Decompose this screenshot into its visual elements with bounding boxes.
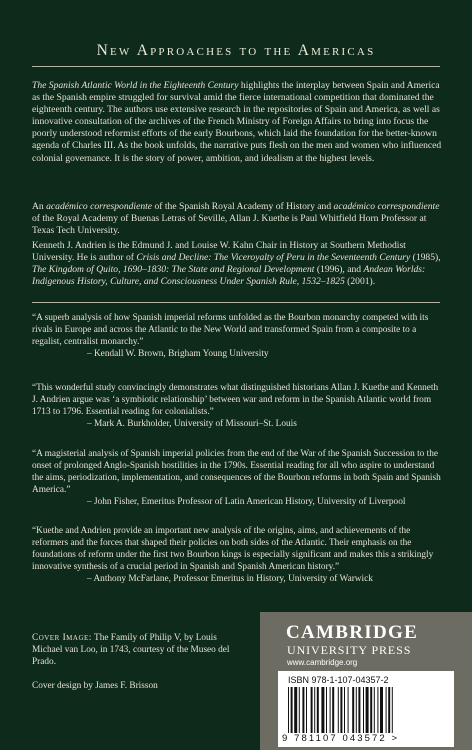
author-bio-andrien: Kenneth J. Andrien is the Edmund J. and Louise W. Kahn Chair in History at Southern Methodist University. He is author of Crisis and Decline: The Viceroyalty of Peru in the Seventeenth Century (1985), The Kingdom of Quito, 1690–1830: The State and Regional Development (1996), and Andean Worlds: Indigenous History, Culture, and Consciousness Under Spanish Rule, 1532–1825 (2001). xyxy=(32,240,441,288)
barcode-bar xyxy=(388,687,390,733)
barcode-bar xyxy=(314,687,315,733)
publisher-press: UNIVERSITY PRESS xyxy=(287,643,412,657)
barcode-bar xyxy=(363,687,364,733)
book-title: The Spanish Atlantic World in the Eighteenth Century xyxy=(32,80,239,91)
review-attribution: – Anthony McFarlane, Professor Emeritus in History, University of Warwick xyxy=(87,573,373,584)
review-quote xyxy=(32,526,444,586)
barcode-bar xyxy=(356,687,357,733)
title-rule xyxy=(32,66,440,67)
publisher-panel xyxy=(260,612,472,750)
barcode-bar xyxy=(294,687,297,733)
barcode-bar xyxy=(366,687,369,733)
review-text: “A superb analysis of how Spanish imperial reforms unfolded as the Bourbon monarchy competed with its rivals in Europe and across the Atlantic to the New World and transformed Spain from a composite to a regalist, centralist monarchy.” xyxy=(32,313,429,347)
review-text: “A magisterial analysis of Spanish imperial policies from the end of the War of the Spanish Succession to the onset of prolonged Anglo-Spanish hostilities in the 1790s. Essential reading for all who aspire to understand the aims, periodization, implementation, and consequences of the Bourbon reforms in both Spain and Spanish America.” xyxy=(32,449,441,495)
barcode-icon xyxy=(288,687,444,733)
review-text: “This wonderful study convincingly demonstrates what distinguished historians Allan J. Kuethe and Kenneth J. Andrien argue was ‘a symbiotic relationship’ between war and reform in the Spanish Atlantic world from 1713 to 1796. Essential reading for colonialists.” xyxy=(32,383,439,417)
barcode-bar xyxy=(321,687,324,733)
publisher-url: www.cambridge.org xyxy=(287,658,358,667)
barcode-bar xyxy=(291,687,293,733)
cover-image-credit: Cover Image: The Family of Philip V, by Louis Michael van Loo, in 1743, courtesy of the Museo del Prado. xyxy=(32,633,230,668)
barcode-bar xyxy=(306,687,307,733)
author-bio-kuethe: An académico correspondiente of the Spanish Royal Academy of History and académico correspondiente of the Royal Academy of Buenas Letras of Seville, Allan J. Kuethe is Paul Whitfield Horn Professor at Texas Tech University. xyxy=(32,201,440,237)
barcode-bar xyxy=(374,687,375,733)
barcode-bar xyxy=(326,687,327,733)
review-attribution: – Kendall W. Brown, Brigham Young University xyxy=(87,348,269,359)
barcode-bar xyxy=(299,687,300,733)
barcode-bar xyxy=(358,687,360,733)
barcode-bar xyxy=(352,687,354,733)
barcode-bar xyxy=(338,687,339,733)
review-attribution: – Mark A. Burkholder, University of Missouri–St. Louis xyxy=(87,418,297,429)
barcode-panel xyxy=(278,671,454,747)
barcode-bar xyxy=(288,687,289,733)
isbn-label: ISBN 978-1-107-04357-2 xyxy=(288,675,389,685)
barcode-bar xyxy=(330,687,331,733)
review-quote xyxy=(32,449,444,509)
series-title: New Approaches to the Americas xyxy=(96,42,376,59)
barcode-bar xyxy=(392,687,393,733)
barcode-bar xyxy=(380,687,383,733)
book-description: The Spanish Atlantic World in the Eighteenth Century highlights the interplay between Spain and America as the Spanish empire struggled for survival amid the fierce international competition that dominated the eighteenth century. The authors use extensive research in the repositories of Spain and America, as well as innovative consultation of the archives of the French Ministry of Foreign Affairs to bring into focus the poorly understood reformist efforts of the early Bourbons, which laid the foundation for the better-known agenda of Charles III. As the book unfolds, the narrative puts flesh on the men and women who influenced colonial governance. It is the story of power, ambition, and idealism at the highest levels. xyxy=(32,80,442,164)
section-rule xyxy=(32,302,440,303)
cover-design-credit: Cover design by James F. Brisson xyxy=(32,681,158,691)
review-quote xyxy=(32,383,444,431)
review-text: “Kuethe and Andrien provide an important new analysis of the origins, aims, and achievements of the reformers and the forces that shaped their policies on both sides of the Atlantic. Their emphasis on the foundations of reform under the first two Bourbon kings is especially significant and makes this a strikingly innovative synthesis of a crucial period in Spanish and Spanish American history.” xyxy=(32,526,434,572)
review-attribution: – John Fisher, Emeritus Professor of Latin American History, University of Liverpool xyxy=(87,496,406,507)
review-quote xyxy=(32,313,444,361)
barcode-bar xyxy=(370,687,372,733)
barcode-bar xyxy=(302,687,304,733)
barcode-bar xyxy=(311,687,313,733)
barcode-bar xyxy=(332,687,334,733)
barcode-bar xyxy=(386,687,387,733)
barcode-digits: 9 781107 043572 > xyxy=(282,733,400,744)
barcode-bar xyxy=(317,687,319,733)
publisher-logo: CAMBRIDGE xyxy=(286,622,419,643)
barcode-bar xyxy=(348,687,349,733)
barcode-bar xyxy=(340,687,342,733)
barcode-bar xyxy=(344,687,345,733)
barcode-bar xyxy=(377,687,378,733)
